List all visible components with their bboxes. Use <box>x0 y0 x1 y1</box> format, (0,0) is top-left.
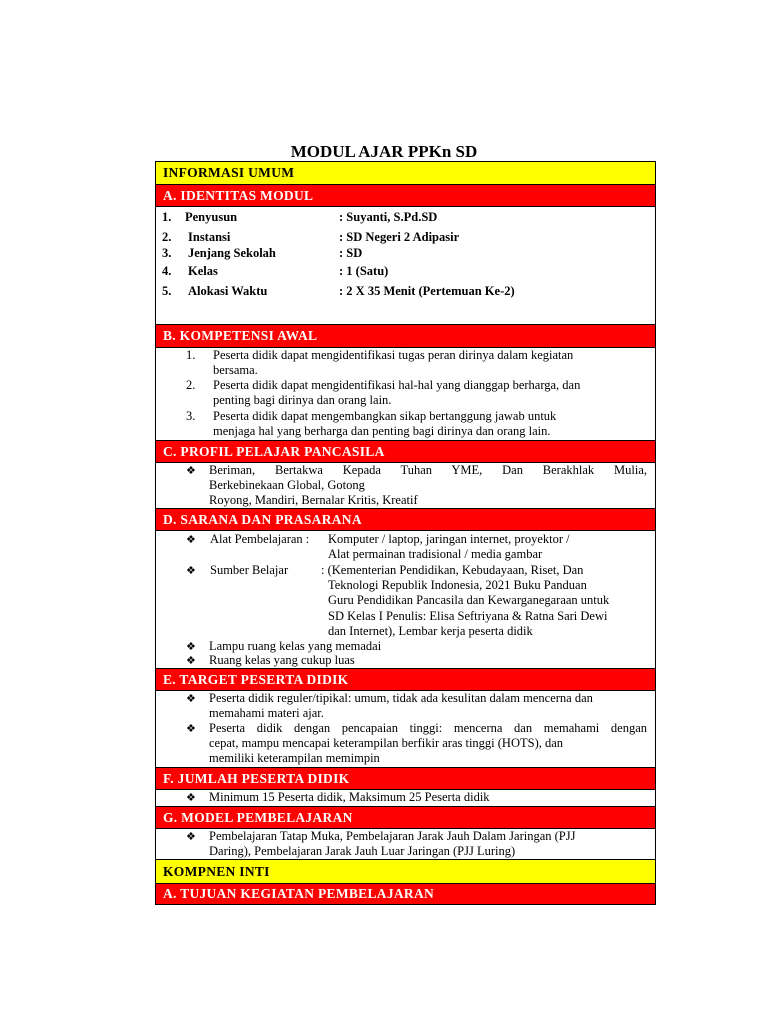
row-number: 2. <box>162 230 172 244</box>
diamond-bullet-icon: ❖ <box>186 655 196 667</box>
header-identitas-modul: A. IDENTITAS MODUL <box>155 184 656 206</box>
target-text: memahami materi ajar. <box>209 706 324 720</box>
alat-text: Komputer / laptop, jaringan internet, proyektor / <box>328 532 570 546</box>
diamond-bullet-icon: ❖ <box>186 792 196 804</box>
diamond-bullet-icon: ❖ <box>186 534 196 546</box>
sarana-item: Ruang kelas yang cukup luas <box>209 653 355 667</box>
alat-label: Alat Pembelajaran : <box>210 532 310 546</box>
profil-text: Berkebinekaan Global, Gotong <box>209 478 365 492</box>
row-label: Instansi <box>188 230 231 244</box>
row-label: Jenjang Sekolah <box>188 246 276 260</box>
kompetensi-section <box>155 347 656 440</box>
target-text: Peserta didik dengan pencapaian tinggi: mencerna dan memahami dengan <box>209 721 647 735</box>
row-number: 4. <box>162 264 172 278</box>
header-informasi-umum: INFORMASI UMUM <box>155 161 656 184</box>
row-value: : 2 X 35 Menit (Pertemuan Ke-2) <box>339 284 515 298</box>
row-number: 5. <box>162 284 172 298</box>
row-label: Penyusun <box>185 210 238 224</box>
row-value: : 1 (Satu) <box>339 264 389 278</box>
row-number: 3. <box>162 246 172 260</box>
sumber-text: dan Internet), Lembar kerja peserta didik <box>328 624 533 638</box>
sumber-text: Teknologi Republik Indonesia, 2021 Buku Panduan <box>328 578 587 592</box>
document-title: MODUL AJAR PPKn SD <box>290 142 478 161</box>
row-label: Alokasi Waktu <box>188 284 268 298</box>
diamond-bullet-icon: ❖ <box>186 693 196 705</box>
item-text: Peserta didik dapat mengidentifikasi tugas peran dirinya dalam kegiatan <box>213 348 574 362</box>
header-tujuan-kegiatan: A. TUJUAN KEGIATAN PEMBELAJARAN <box>155 883 656 905</box>
identitas-section <box>155 206 656 324</box>
profil-text: Beriman, Bertakwa Kepada Tuhan YME, Dan Berakhlak Mulia, <box>209 463 647 477</box>
diamond-bullet-icon: ❖ <box>186 723 196 735</box>
header-target-peserta: E. TARGET PESERTA DIDIK <box>155 668 656 690</box>
row-value: : SD <box>339 246 363 260</box>
item-text: Peserta didik dapat mengidentifikasi hal-hal yang dianggap berharga, dan <box>213 378 581 392</box>
header-model-pembelajaran: G. MODEL PEMBELAJARAN <box>155 806 656 828</box>
sumber-text: : (Kementerian Pendidikan, Kebudayaan, Riset, Dan <box>321 563 584 577</box>
sumber-text: Guru Pendidikan Pancasila dan Kewarganegaraan untuk <box>328 593 610 607</box>
diamond-bullet-icon: ❖ <box>186 641 196 653</box>
target-text: Peserta didik reguler/tipikal: umum, tidak ada kesulitan dalam mencerna dan <box>209 691 593 705</box>
jumlah-section <box>155 789 656 806</box>
model-text: Daring), Pembelajaran Jarak Jauh Luar Jaringan (PJJ Luring) <box>209 844 516 858</box>
header-komponen-inti: KOMPNEN INTI <box>155 859 656 883</box>
item-number: 3. <box>186 409 196 423</box>
target-text: cepat, mampu mencapai keterampilan berfikir aras tinggi (HOTS), dan <box>209 736 564 750</box>
diamond-bullet-icon: ❖ <box>186 831 196 843</box>
row-label: Kelas <box>188 264 218 278</box>
profil-text: Royong, Mandiri, Bernalar Kritis, Kreatif <box>209 493 418 507</box>
row-number: 1. <box>162 210 172 224</box>
item-text: menjaga hal yang berharga dan penting bagi dirinya dan orang lain. <box>213 424 551 438</box>
header-profil-pelajar: C. PROFIL PELAJAR PANCASILA <box>155 440 656 462</box>
header-kompetensi-awal: B. KOMPETENSI AWAL <box>155 324 656 347</box>
alat-text: Alat permainan tradisional / media gambar <box>328 547 543 561</box>
diamond-bullet-icon: ❖ <box>186 465 196 477</box>
jumlah-text: Minimum 15 Peserta didik, Maksimum 25 Peserta didik <box>209 790 490 804</box>
diamond-bullet-icon: ❖ <box>186 565 196 577</box>
item-number: 1. <box>186 348 196 362</box>
row-value: : SD Negeri 2 Adipasir <box>339 230 460 244</box>
header-jumlah-peserta: F. JUMLAH PESERTA DIDIK <box>155 767 656 789</box>
sarana-section <box>155 530 656 668</box>
row-value: : Suyanti, S.Pd.SD <box>339 210 438 224</box>
model-section <box>155 828 656 859</box>
sumber-label: Sumber Belajar <box>210 563 289 577</box>
sarana-item: Lampu ruang kelas yang memadai <box>209 639 382 653</box>
sumber-text: SD Kelas I Penulis: Elisa Seftriyana & Ratna Sari Dewi <box>328 609 608 623</box>
item-number: 2. <box>186 378 196 392</box>
target-section <box>155 690 656 767</box>
item-text: bersama. <box>213 363 258 377</box>
model-text: Pembelajaran Tatap Muka, Pembelajaran Jarak Jauh Dalam Jaringan (PJJ <box>209 829 576 843</box>
target-text: memiliki keterampilan memimpin <box>209 751 380 765</box>
profil-section <box>155 462 656 508</box>
item-text: Peserta didik dapat mengembangkan sikap bertanggung jawab untuk <box>213 409 557 423</box>
item-text: penting bagi dirinya dan orang lain. <box>213 393 392 407</box>
header-sarana-prasarana: D. SARANA DAN PRASARANA <box>155 508 656 530</box>
